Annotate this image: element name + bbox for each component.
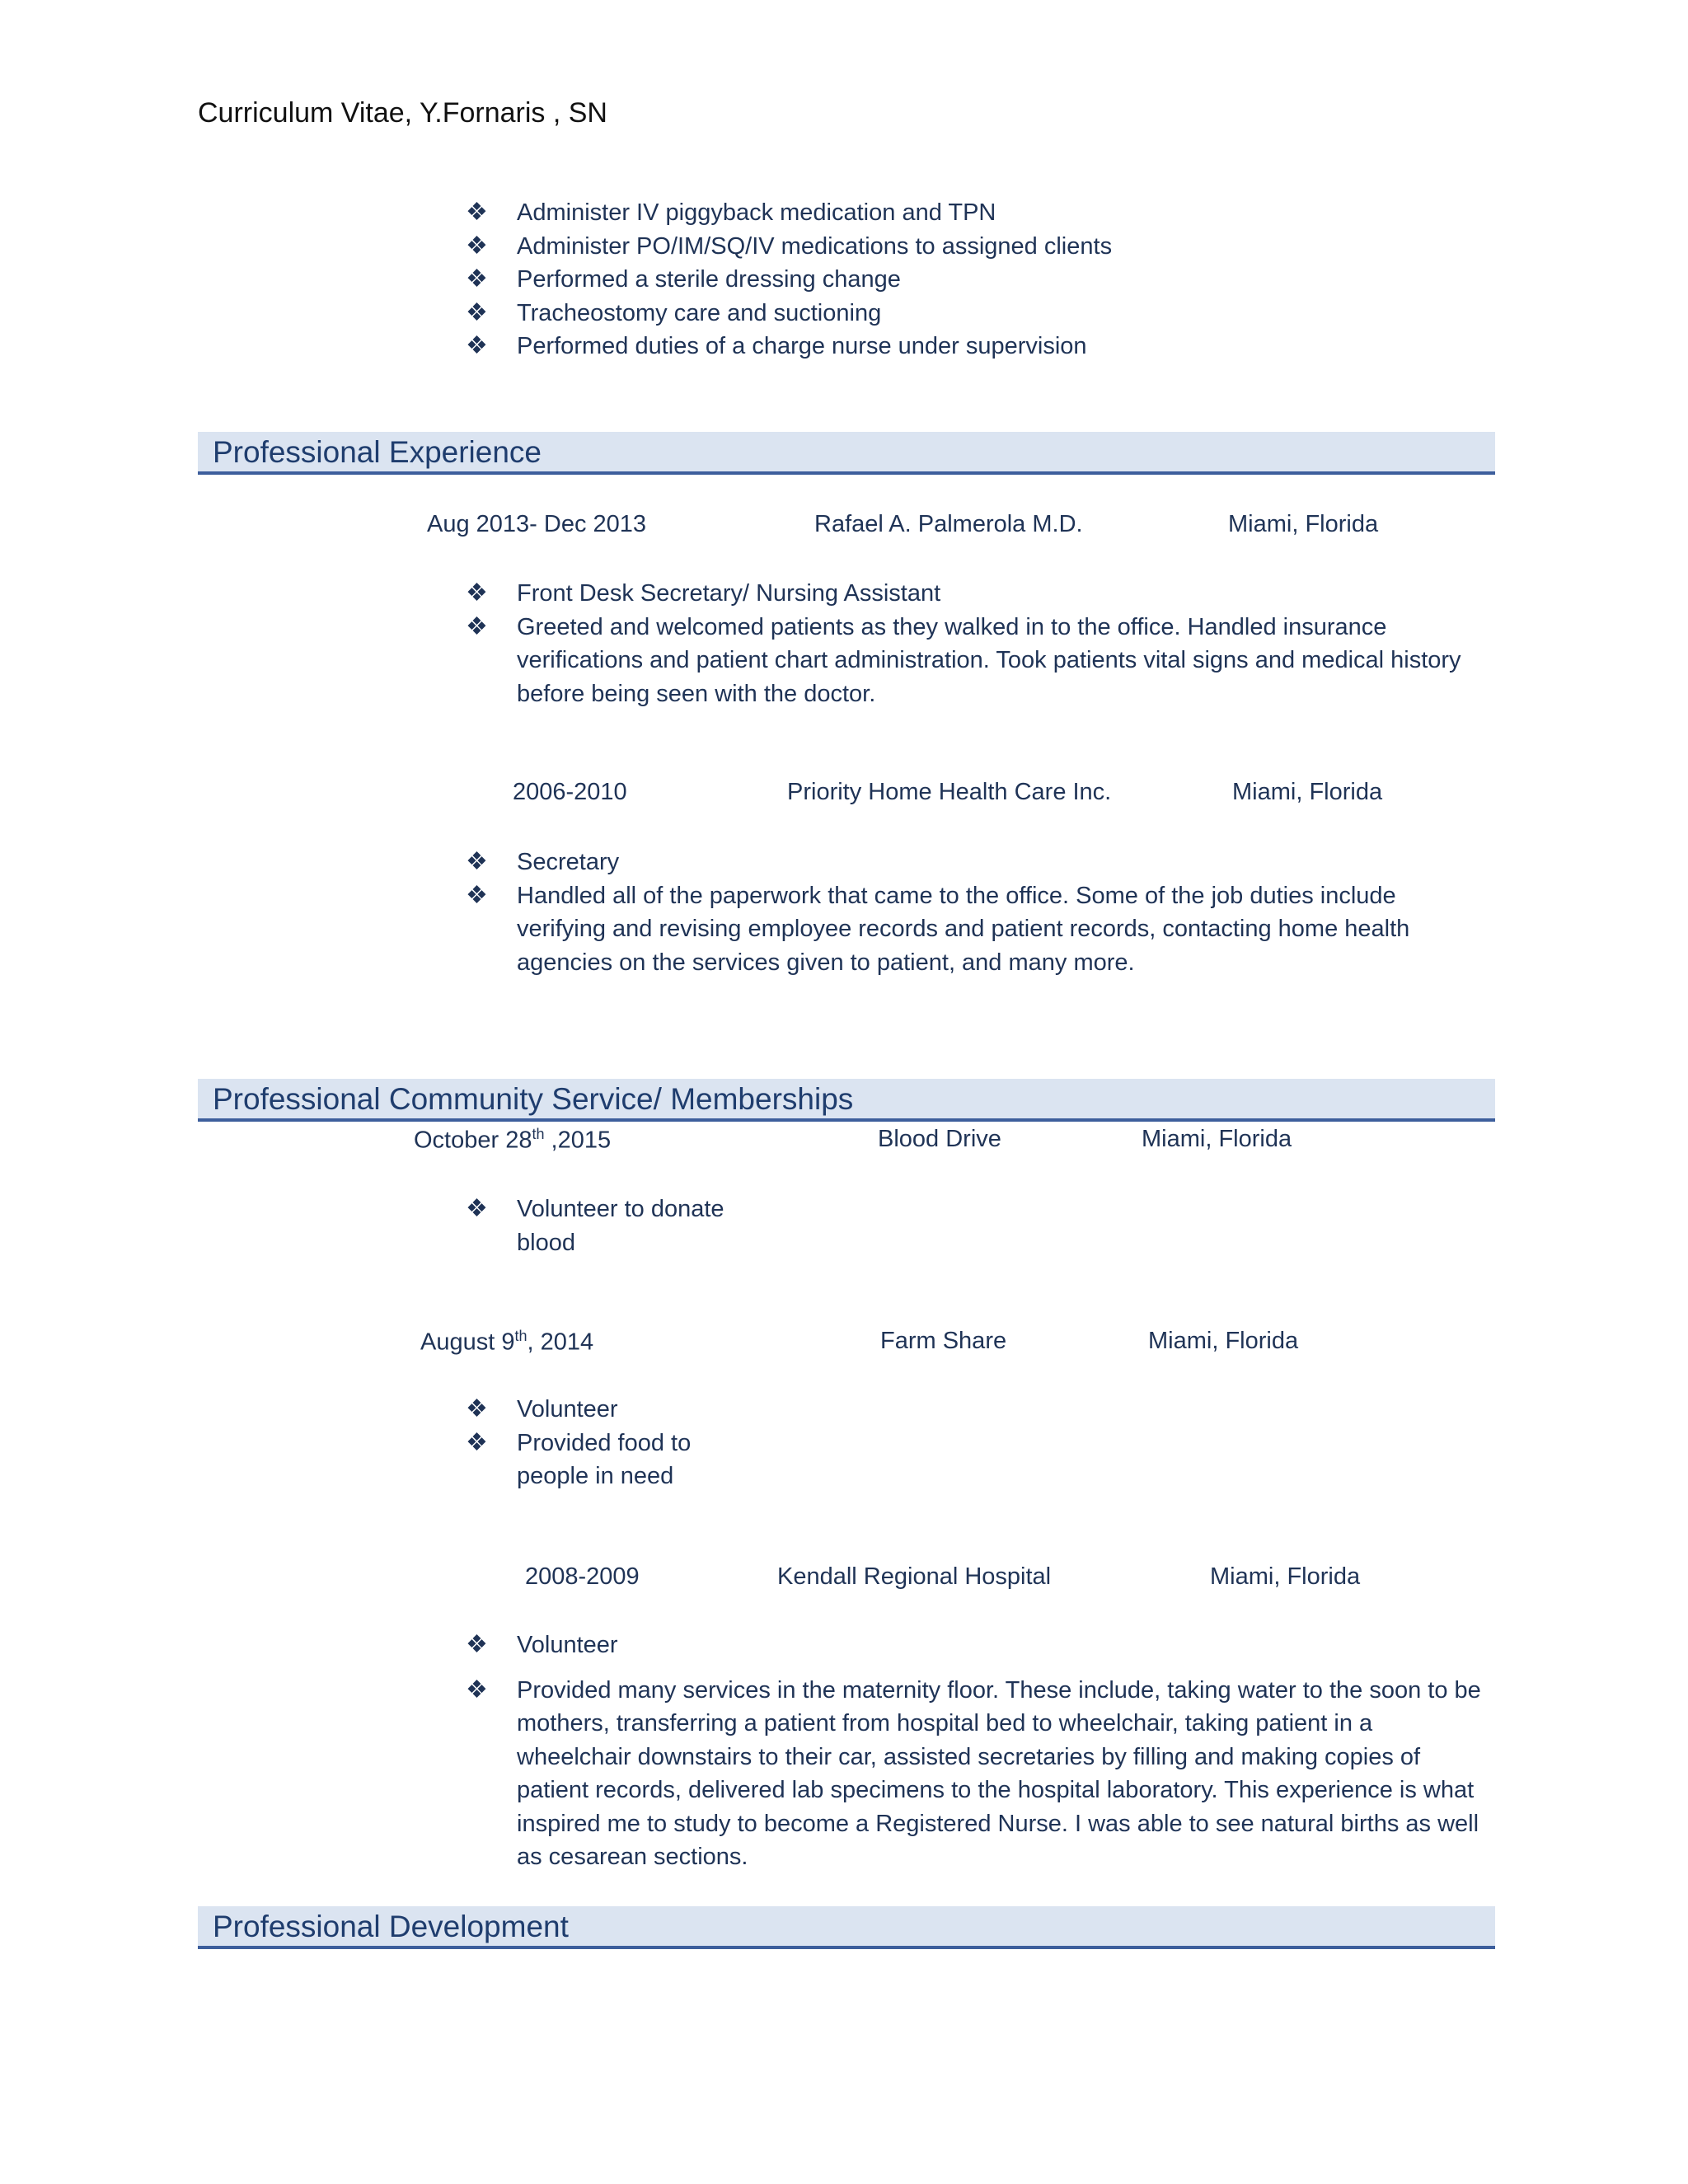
section-header-community [198,1079,1495,1122]
list-item: ❖ Tracheostomy care and suctioning [466,297,1488,330]
list-item: ❖ Provided food to people in need [466,1427,729,1493]
experience-location: Miami, Florida [1228,511,1379,537]
community-organization: Farm Share [880,1328,1007,1354]
list-item: ❖ Administer IV piggyback medication and TPN [466,196,1488,230]
community-bullets [466,1393,729,1493]
community-organization: Blood Drive [878,1126,1001,1152]
experience-bullets [466,577,1488,710]
clinical-skills-list [466,196,1488,363]
bullet-diamond-icon: ❖ [466,612,488,640]
bullet-diamond-icon: ❖ [466,332,488,359]
list-item: ❖ Front Desk Secretary/ Nursing Assistant [466,577,1488,611]
section-title: Professional Experience [213,435,542,469]
list-item: ❖ Greeted and welcomed patients as they walked in to the office. Handled insurance verifications and patient chart administration. Took patients vital signs and medical history before being seen with the doctor. [466,611,1488,711]
bullet-diamond-icon: ❖ [466,232,488,260]
experience-bullets [466,846,1488,979]
bullet-diamond-icon: ❖ [466,881,488,909]
experience-employer: Priority Home Health Care Inc. [787,779,1112,805]
community-bullets [466,1193,779,1259]
bullet-diamond-icon: ❖ [466,1675,488,1704]
list-item: ❖ Administer PO/IM/SQ/IV medications to assigned clients [466,230,1488,264]
community-location: Miami, Florida [1210,1563,1361,1590]
list-item: ❖ Volunteer [466,1393,729,1427]
experience-location: Miami, Florida [1232,779,1383,805]
community-date: 2008-2009 [525,1563,640,1590]
list-item: ❖ Handled all of the paperwork that came to the office. Some of the job duties include verifying and revising employee records and patient records, contacting home health agencies on the services given to patient, and many more. [466,879,1488,980]
community-location: Miami, Florida [1142,1126,1292,1152]
experience-dates: 2006-2010 [513,779,627,805]
community-location: Miami, Florida [1148,1328,1299,1354]
bullet-diamond-icon: ❖ [466,848,488,875]
bullet-diamond-icon: ❖ [466,199,488,226]
community-bullets [466,1629,1488,1874]
bullet-diamond-icon: ❖ [466,1195,488,1222]
list-item: ❖ Performed a sterile dressing change [466,263,1488,297]
bullet-diamond-icon: ❖ [466,298,488,326]
community-date: October 28th ,2015 [414,1126,612,1154]
bullet-diamond-icon: ❖ [466,1631,488,1658]
bullet-diamond-icon: ❖ [466,1395,488,1422]
community-date: August 9th, 2014 [420,1328,594,1356]
bullet-diamond-icon: ❖ [466,1428,488,1456]
section-title: Professional Community Service/ Memberships [213,1082,854,1116]
list-item: ❖ Secretary [466,846,1488,879]
community-organization: Kendall Regional Hospital [777,1563,1052,1590]
list-item: ❖ Volunteer [466,1629,1488,1662]
list-item: ❖ Volunteer to donate blood [466,1193,779,1259]
bullet-diamond-icon: ❖ [466,579,488,607]
section-title: Professional Development [213,1910,569,1943]
bullet-diamond-icon: ❖ [466,265,488,293]
page-header-title: Curriculum Vitae, Y.Fornaris , SN [198,97,607,129]
section-header-development [198,1906,1495,1949]
list-item: ❖ Performed duties of a charge nurse under supervision [466,330,1488,363]
experience-dates: Aug 2013- Dec 2013 [427,511,647,537]
list-item: ❖ Provided many services in the maternity floor. These include, taking water to the soon to be mothers, transferring a patient from hospital bed to wheelchair, taking patient in a wheelchair downstairs to their car, assisted secretaries by filling and making copies of patient records, delivered lab specimens to the hospital laboratory. This experience is what inspired me to study to become a Registered Nurse. I was able to see natural births as well as cesarean sections. [466,1674,1488,1874]
section-header-experience [198,432,1495,475]
experience-employer: Rafael A. Palmerola M.D. [814,511,1083,537]
